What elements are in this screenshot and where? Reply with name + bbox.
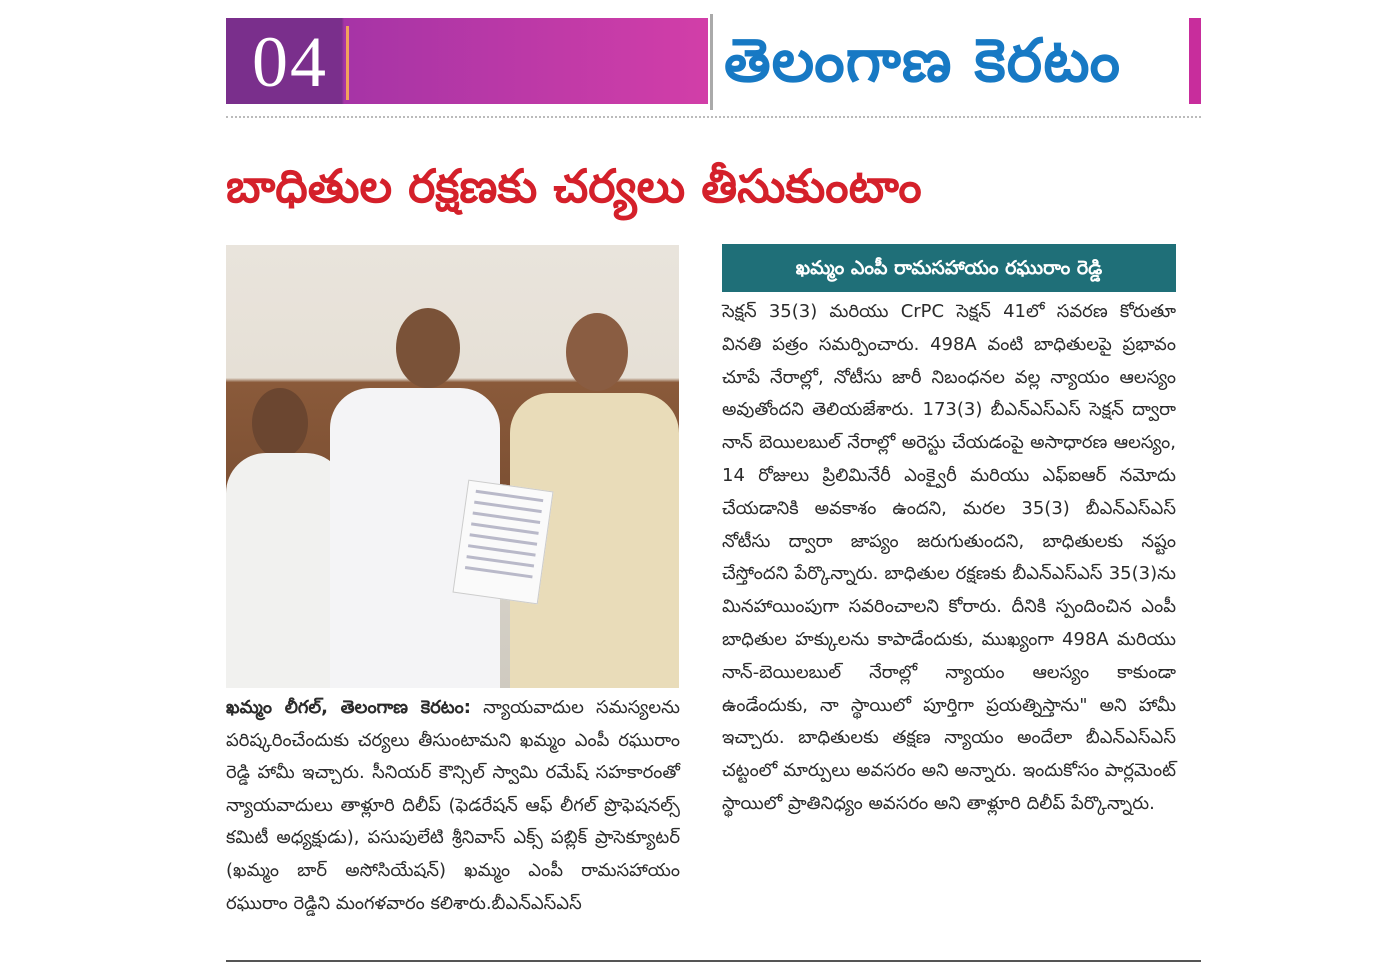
sub-headline-banner: ఖమ్మం ఎంపీ రామసహాయం రఘురాం రెడ్డి [722, 244, 1176, 292]
page-number-box [226, 18, 708, 104]
article-body-left-text: న్యాయవాదుల సమస్యలను పరిష్కరించేందుకు చర్యలు తీసుంటామని ఖమ్మం ఎంపీ రఘురాం రెడ్డి హామీ ఇచ్చారు. సీనియర్ కౌన్సిల్ స్వామి రమేష్ సహకారంతో న్యాయవాదులు తాళ్లూరి దిలీప్ (ఫెడరేషన్ ఆఫ్ లీగల్ ప్రొఫెషనల్స్ కమిటీ అధ్యక్షుడు), పసుపులేటి శ్రీనివాస్ ఎక్స్ పబ్లిక్ ప్రాసెక్యూటర్ (ఖమ్మం బార్ అసోసియేషన్) ఖమ్మం ఎంపీ రామసహాయం రఘురాం రెడ్డిని మంగళవారం కలిశారు.బీఎన్ఎస్ఎస్ [226, 697, 680, 914]
masthead-divider [710, 14, 713, 110]
article-body-right: సెక్షన్ 35(3) మరియు CrPC సెక్షన్ 41లో సవరణ కోరుతూ వినతి పత్రం సమర్పించారు. 498A వంటి బాధితులపై ప్రభావం చూపే నేరాల్లో, నోటీసు జారీ నిబంధనల వల్ల న్యాయం ఆలస్యం అవుతోందని తెలియజేశారు. 173(3) బీఎన్ఎస్ఎస్ సెక్షన్ ద్వారా నాన్ బెయిలబుల్ నేరాల్లో అరెస్టు చేయడంపై అసాధారణ ఆలస్యం, 14 రోజులు ప్రిలిమినేరీ ఎంక్వైరీ మరియు ఎఫ్ఐఆర్ నమోదు చేయడానికి అవకాశం ఉందని, మరల 35(3) బీఎన్ఎస్ఎస్ నోటీసు ద్వారా జాప్యం జరుగుతుందని, బాధితులకు నష్టం చేస్తోందని పేర్కొన్నారు. బాధితుల రక్షణకు బీఎన్ఎస్ఎస్ 35(3)ను మినహాయింపుగా సవరించాలని కోరారు. దీనికి స్పందించిన ఎంపీ బాధితుల హక్కులను కాపాడేందుకు, ముఖ్యంగా 498A మరియు నాన్-బెయిలబుల్ నేరాల్లో న్యాయం ఆలస్యం కాకుండా ఉండేందుకు, నా స్థాయిలో పూర్తిగా ప్రయత్నిస్తాను" అని హామీ ఇచ్చారు. బాధితులకు తక్షణ న్యాయం అందేలా బీఎన్ఎస్ఎస్ చట్టంలో మార్పులు అవసరం అని అన్నారు. ఇందుకోసం పార్లమెంట్ స్థాయిలో ప్రాతినిధ్యం అవసరం అని తాళ్లూరి దిలీప్ పేర్కొన్నారు. [722, 301, 1176, 814]
article-body-left [226, 692, 680, 920]
masthead-edge-bar [1189, 18, 1201, 104]
top-dotted-rule [226, 116, 1201, 118]
page-number: 04 [252, 22, 328, 102]
memorandum-document [452, 480, 553, 605]
bottom-rule [226, 960, 1201, 962]
page-number-separator [346, 26, 349, 100]
dateline: ఖమ్మం లీగల్, తెలంగాణ కెరటం: [226, 697, 472, 718]
article-headline: బాధితుల రక్షణకు చర్యలు తీసుకుంటాం [226, 159, 922, 213]
masthead [226, 14, 1201, 106]
news-photo [226, 245, 679, 688]
section-title: తెలంగాణ కెరటం [724, 26, 1121, 96]
